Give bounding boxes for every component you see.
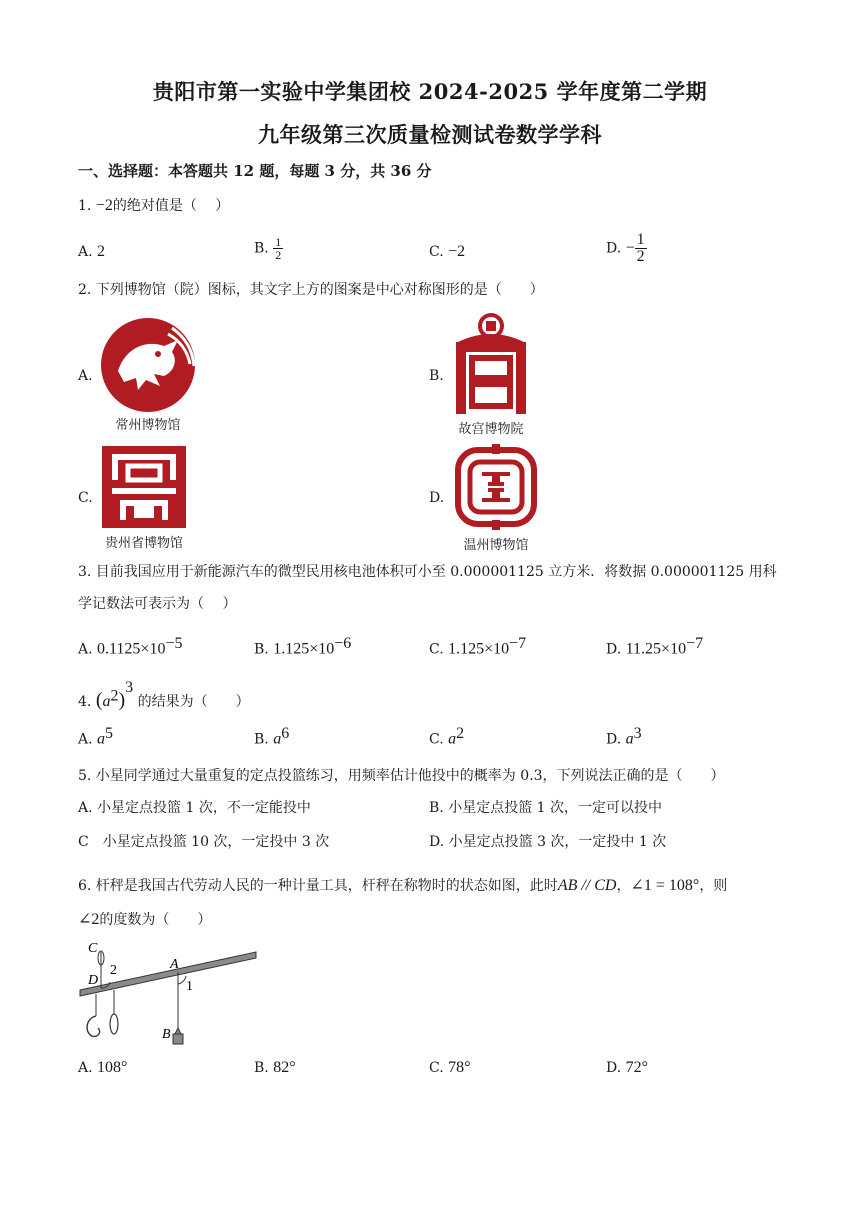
question-6-line1: 6. 杆秤是我国古代劳动人民的一种计量工具，杆秤在称物时的状态如图，此时AB // CD，∠1 = 108°，则 (78, 877, 728, 894)
guizhou-museum-logo-icon (102, 446, 186, 528)
section-title: 一、选择题：本答题共 12 题，每题 3 分，共 36 分 (78, 162, 432, 180)
q1-option-b: B. $\frac{1}{2}$ (254, 235, 282, 262)
label-angle-2: 2 (110, 963, 117, 978)
question-2-text: 2. 下列博物馆（院）图标，其文字上方的图案是中心对称图形的是（ ） (78, 282, 544, 298)
q2-option-a-caption: 常州博物馆 (115, 418, 181, 433)
label-B: B (162, 1027, 171, 1042)
question-1-expr: −2 (95, 197, 113, 214)
q5-option-a: A. 小星定点投篮 1 次，不一定能投中 (78, 800, 311, 816)
q5-option-b: B. 小星定点投篮 1 次，一定可以投中 (429, 800, 662, 816)
q2-option-c-caption: 贵州省博物馆 (104, 536, 183, 551)
q2-option-a-label: A. (78, 368, 93, 384)
palace-museum-logo-icon (452, 312, 530, 416)
q2-option-c-label: C. (78, 490, 93, 506)
q3-option-a: A. $0.1125\times 10^{-5}$ (78, 635, 183, 658)
q6-option-a: A. 108° (78, 1059, 128, 1076)
q2-option-d-caption: 温州博物馆 (463, 538, 529, 553)
question-3-line1: 3. 目前我国应用于新能源汽车的微型民用核电池体积可小至 0.000001125 立方米．将数据 0.000001125 用科 (78, 564, 777, 580)
question-1-number: 1. (78, 198, 92, 214)
question-1 (78, 196, 229, 216)
label-D: D (88, 973, 99, 988)
q3-option-d: D. $11.25\times 10^{-7}$ (606, 635, 704, 658)
q2-option-b-label: B. (429, 368, 444, 384)
q3-option-c: C. $1.125\times 10^{-7}$ (429, 635, 527, 658)
q6-option-b: B. 82° (254, 1059, 296, 1076)
changzhou-museum-logo-icon (98, 316, 198, 414)
question-6-line2: ∠2的度数为（ ） (78, 911, 212, 928)
q1-option-c: C. −2 (429, 243, 466, 260)
q4-option-d: D. $a^3$ (606, 725, 642, 748)
question-3-line2: 学记数法可表示为（ ） (78, 596, 237, 612)
wenzhou-museum-logo-icon (452, 444, 540, 530)
q4-option-a: A. $a^5$ (78, 725, 114, 748)
q2-option-d-label: D. (429, 490, 445, 506)
q5-option-c: C 小星定点投篮 10 次，一定投中 3 次 (78, 834, 330, 850)
exam-title-line1: 贵阳市第一实验中学集团校 2024-2025 学年度第二学期 (152, 79, 708, 104)
q1-option-a: A. 2 (78, 243, 106, 260)
q4-option-b: B. $a^6$ (254, 725, 290, 748)
q3-option-b: B. $1.125\times 10^{-6}$ (254, 635, 352, 658)
q6-option-d: D. 72° (606, 1059, 649, 1076)
question-1-text: 的绝对值是（ ） (112, 198, 230, 214)
label-angle-1: 1 (186, 979, 193, 994)
question-4: 4. $(a^2)^3$ 的结果为（ ） (78, 679, 250, 711)
question-5-text: 5. 小星同学通过大量重复的定点投篮练习，用频率估计他投中的概率为 0.3，下列说法正确的是（ ） (78, 768, 725, 784)
label-A: A (170, 957, 179, 972)
label-C: C (88, 941, 98, 956)
q2-option-b-caption: 故宫博物院 (458, 422, 524, 437)
q6-option-c: C. 78° (429, 1059, 471, 1076)
steelyard-figure (76, 938, 260, 1046)
q5-option-d: D. 小星定点投篮 3 次，一定投中 1 次 (429, 834, 667, 850)
exam-title-line2: 九年级第三次质量检测试卷数学学科 (258, 122, 602, 147)
q4-option-c: C. $a^2$ (429, 725, 465, 748)
q1-option-d: D. − $\frac{1}{2}$ (606, 231, 645, 265)
